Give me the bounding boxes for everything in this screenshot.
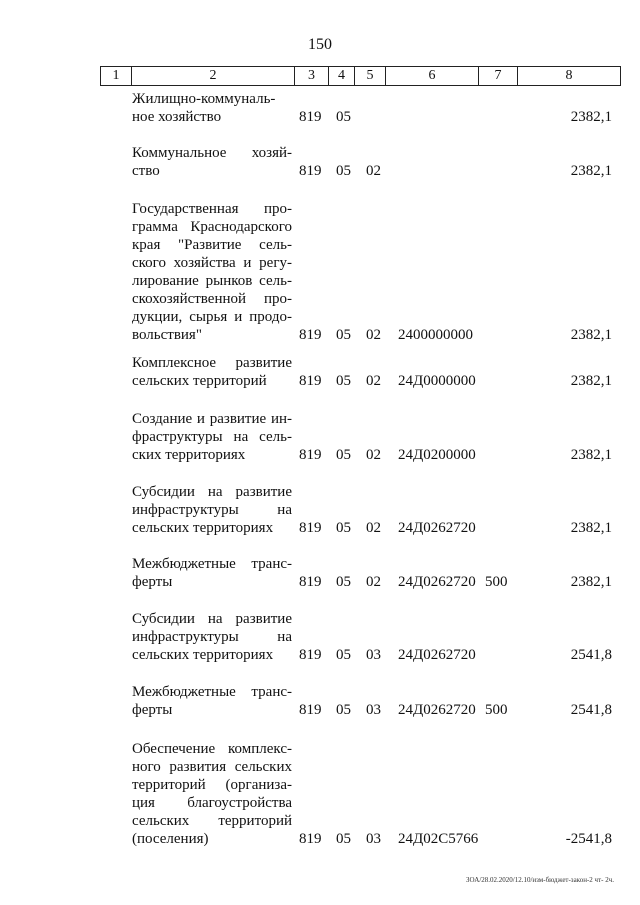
- row-name-line: ство: [132, 163, 160, 179]
- row-name-line: скохозяйственной про-: [132, 291, 292, 307]
- row-c5: 02: [366, 574, 381, 590]
- row-name: [132, 90, 292, 126]
- col-header-8: 8: [518, 67, 621, 86]
- row-c8: -2541,8: [565, 831, 612, 847]
- row-name: [132, 410, 292, 464]
- footer-file-stamp: ЗОА/28.02.2020/12.10/изм-бюджет-закон-2 чт- 2ч.: [466, 876, 614, 884]
- row-name-line: Межбюджетные транс-: [132, 684, 292, 700]
- row-c5: 02: [366, 520, 381, 536]
- row-c8: 2541,8: [570, 702, 612, 718]
- row-name: [132, 683, 292, 719]
- row-c5: 02: [366, 447, 381, 463]
- row-name-line: грамма Краснодарского: [132, 219, 292, 235]
- row-name-line: лирование рынков сель-: [132, 273, 292, 289]
- row-c3: 819: [299, 647, 322, 663]
- row-name-line: ского хозяйства и регу-: [132, 255, 292, 271]
- row-name: [132, 555, 292, 591]
- row-c6: 24Д0262720: [398, 702, 476, 718]
- row-c8: 2382,1: [570, 373, 612, 389]
- row-name: [132, 354, 292, 390]
- row-name-line: сельских территорий: [132, 373, 267, 389]
- row-c6: 24Д0262720: [398, 574, 476, 590]
- row-name-line: сельских территориях: [132, 520, 274, 536]
- row-name-line: ция благоустройства: [132, 795, 292, 811]
- row-c8: 2382,1: [570, 447, 612, 463]
- row-name-line: ное хозяйство: [132, 109, 222, 125]
- row-name-line: фраструктуры на сель-: [132, 429, 292, 445]
- row-name-line: края "Развитие сель-: [132, 237, 292, 253]
- row-name: [132, 144, 292, 180]
- row-name-line: ферты: [132, 702, 173, 718]
- row-c6: 24Д0200000: [398, 447, 476, 463]
- row-c4: 05: [336, 327, 351, 343]
- row-c3: 819: [299, 574, 322, 590]
- row-name-line: сельских территорий: [132, 813, 292, 829]
- row-c3: 819: [299, 327, 322, 343]
- row-name-line: ферты: [132, 574, 173, 590]
- row-c4: 05: [336, 831, 351, 847]
- row-name-line: (поселения): [132, 831, 209, 847]
- row-c8: 2382,1: [570, 574, 612, 590]
- row-c3: 819: [299, 702, 322, 718]
- row-name-line: Создание и развитие ин-: [132, 411, 292, 427]
- row-c3: 819: [299, 831, 322, 847]
- row-name-line: Межбюджетные транс-: [132, 556, 292, 572]
- row-name-line: дукции, сырья и продо-: [132, 309, 292, 325]
- row-c4: 05: [336, 574, 351, 590]
- row-c3: 819: [299, 109, 322, 125]
- row-c4: 05: [336, 447, 351, 463]
- row-c4: 05: [336, 109, 351, 125]
- row-name-line: Государственная про-: [132, 201, 292, 217]
- row-c5: 02: [366, 373, 381, 389]
- row-c6: 24Д0262720: [398, 520, 476, 536]
- row-name-line: территорий (организа-: [132, 777, 292, 793]
- row-c4: 05: [336, 163, 351, 179]
- col-header-3: 3: [295, 67, 329, 86]
- row-name-line: инфраструктуры на: [132, 502, 292, 518]
- row-name-line: инфраструктуры на: [132, 629, 292, 645]
- row-c3: 819: [299, 447, 322, 463]
- row-name: [132, 740, 292, 848]
- col-header-5: 5: [355, 67, 386, 86]
- row-c5: 03: [366, 702, 381, 718]
- row-name-line: Коммунальное хозяй-: [132, 145, 292, 161]
- row-name-line: Обеспечение комплекс-: [132, 741, 292, 757]
- row-name-line: ного развития сельских: [132, 759, 292, 775]
- row-name-line: Субсидии на развитие: [132, 484, 292, 500]
- row-c8: 2382,1: [570, 109, 612, 125]
- row-name: [132, 610, 292, 664]
- row-c8: 2382,1: [570, 327, 612, 343]
- row-c7: 500: [485, 702, 508, 718]
- row-c5: 02: [366, 163, 381, 179]
- row-c3: 819: [299, 163, 322, 179]
- row-name-line: сельских территориях: [132, 647, 274, 663]
- row-name-line: вольствия": [132, 327, 202, 343]
- row-c3: 819: [299, 520, 322, 536]
- col-header-2: 2: [132, 67, 295, 86]
- row-c4: 05: [336, 702, 351, 718]
- col-header-4: 4: [329, 67, 355, 86]
- row-c5: 03: [366, 647, 381, 663]
- col-header-1: 1: [101, 67, 132, 86]
- row-c6: 2400000000: [398, 327, 473, 343]
- row-c4: 05: [336, 373, 351, 389]
- row-c5: 02: [366, 327, 381, 343]
- row-name-line: Комплексное развитие: [132, 355, 292, 371]
- row-c7: 500: [485, 574, 508, 590]
- row-c8: 2382,1: [570, 520, 612, 536]
- col-header-6: 6: [386, 67, 479, 86]
- page-number: 150: [308, 36, 332, 53]
- row-c8: 2382,1: [570, 163, 612, 179]
- row-c6: 24Д0000000: [398, 373, 476, 389]
- row-name: [132, 483, 292, 537]
- row-c6: 24Д0262720: [398, 647, 476, 663]
- row-name-line: ских территориях: [132, 447, 246, 463]
- col-header-7: 7: [479, 67, 518, 86]
- row-c6: 24Д02С5766: [398, 831, 479, 847]
- row-c4: 05: [336, 647, 351, 663]
- row-c3: 819: [299, 373, 322, 389]
- row-name-line: Жилищно-коммуналь-: [132, 91, 276, 107]
- row-name: [132, 200, 292, 344]
- row-c4: 05: [336, 520, 351, 536]
- row-c5: 03: [366, 831, 381, 847]
- row-c8: 2541,8: [570, 647, 612, 663]
- row-name-line: Субсидии на развитие: [132, 611, 292, 627]
